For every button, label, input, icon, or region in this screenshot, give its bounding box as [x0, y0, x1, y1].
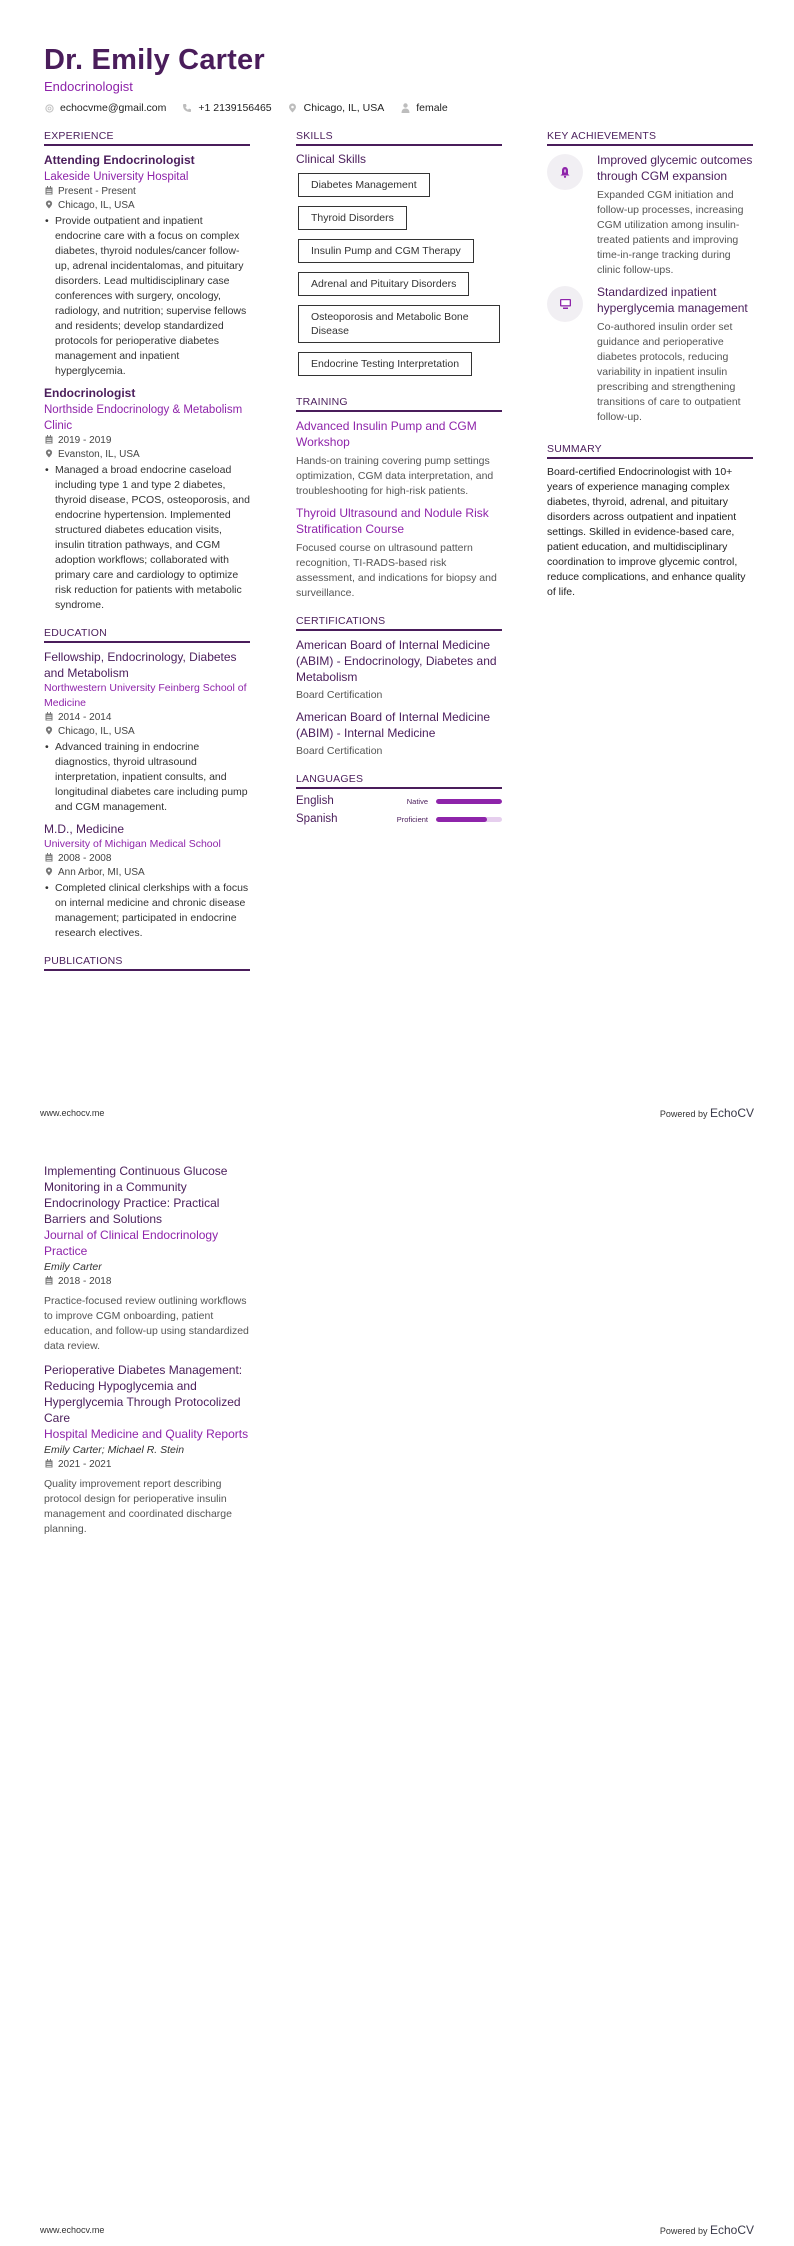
email-icon	[44, 103, 54, 113]
skill-list	[296, 170, 502, 382]
job-dates	[44, 434, 250, 448]
contact-location	[288, 102, 385, 114]
experience-item	[44, 152, 250, 379]
certification-item	[296, 709, 502, 759]
education-dates-value: 2008 - 2008	[58, 853, 112, 864]
language-level: Native	[406, 796, 428, 806]
language-item	[296, 795, 502, 807]
publication-authors: Emily Carter	[44, 1261, 102, 1273]
job-location	[44, 199, 250, 213]
skill-tag: Endocrine Testing Interpretation	[298, 352, 472, 376]
language-proficiency-fill	[436, 817, 487, 822]
candidate-name: Dr. Emily Carter	[44, 44, 265, 76]
education-dates-value: 2014 - 2014	[58, 712, 112, 723]
languages-heading: LANGUAGES	[296, 773, 502, 789]
education-heading: EDUCATION	[44, 627, 250, 643]
employer: Northside Endocrinology & Metabolism Clinic	[44, 404, 243, 432]
job-title: Attending Endocrinologist	[44, 153, 195, 167]
certifications-section	[296, 615, 502, 759]
language-item	[296, 813, 502, 825]
page-footer	[40, 1106, 754, 1120]
publication-title: Perioperative Diabetes Management: Reducing Hypoglycemia and Hyperglycemia Through Protocolized Care	[44, 1363, 243, 1425]
experience-section	[44, 130, 250, 613]
publication-description: Quality improvement report describing protocol design for perioperative insulin management and coordinated discharge planning.	[44, 1478, 232, 1535]
resume-page-2	[0, 1123, 794, 2246]
achievement-title: Improved glycemic outcomes through CGM expansion	[597, 153, 753, 183]
achievement-item	[547, 152, 753, 278]
skill-category: Clinical Skills	[296, 152, 367, 166]
degree: M.D., Medicine	[44, 822, 125, 836]
certification-item	[296, 637, 502, 703]
publication-dates	[44, 1458, 250, 1472]
education-bullet: • Completed clinical clerkships with a focus on internal medicine and chronic disease management; participated in endocrine research electives.	[44, 881, 250, 941]
left-column	[44, 130, 250, 985]
language-proficiency-bar	[436, 799, 502, 804]
education-bullets	[44, 740, 250, 815]
publication-venue: Hospital Medicine and Quality Reports	[44, 1427, 249, 1441]
contact-email-value: echocvme@gmail.com	[60, 102, 167, 114]
job-dates-value: Present - Present	[58, 186, 136, 197]
job-bullets	[44, 463, 250, 613]
powered-by-label: Powered by	[659, 2226, 708, 2236]
education-item	[44, 649, 250, 815]
language-proficiency-bar	[436, 817, 502, 822]
right-column	[547, 130, 753, 614]
job-dates-value: 2019 - 2019	[58, 435, 112, 446]
calendar-icon	[44, 1458, 53, 1472]
contact-location-value: Chicago, IL, USA	[303, 102, 385, 114]
middle-column	[296, 130, 502, 839]
publications-heading: PUBLICATIONS	[44, 955, 250, 971]
skills-heading: SKILLS	[296, 130, 502, 146]
education-location-value: Ann Arbor, MI, USA	[58, 867, 145, 878]
job-bullet: • Managed a broad endocrine caseload including type 1 and type 2 diabetes, thyroid disease, PCOS, osteoporosis, and endocrine hypertension. Implemented structured diabetes education visits, insulin titration pathways, and CGM adoption workflows; collaborated with primary care and cardiology to optimize risk reduction for patients with metabolic syndrome.	[44, 463, 250, 613]
publications-continued	[44, 1163, 250, 1545]
location-icon	[44, 866, 53, 880]
job-location	[44, 448, 250, 462]
education-location	[44, 725, 250, 739]
contact-list	[44, 102, 448, 114]
calendar-icon	[44, 434, 53, 448]
footer-powered-by	[660, 1106, 754, 1120]
person-icon	[400, 103, 410, 113]
certification-title: American Board of Internal Medicine (ABIM) - Endocrinology, Diabetes and Metabolism	[296, 638, 497, 684]
publications-section	[44, 955, 250, 971]
achievements-section	[547, 130, 753, 425]
education-section	[44, 627, 250, 941]
monitor-icon	[547, 286, 583, 322]
contact-phone-value: +1 2139156465	[198, 102, 272, 114]
education-dates	[44, 852, 250, 866]
achievement-description: Expanded CGM initiation and follow-up processes, increasing CGM utilization among insulin-treated patients and improving time-in-range tracking during clinic follow-ups.	[597, 189, 744, 276]
language-proficiency-fill	[436, 799, 502, 804]
certifications-heading: CERTIFICATIONS	[296, 615, 502, 631]
location-icon	[44, 725, 53, 739]
languages-section	[296, 773, 502, 825]
footer-website[interactable]: www.echocv.me	[40, 1108, 105, 1118]
certification-type: Board Certification	[296, 745, 383, 757]
job-bullet: • Provide outpatient and inpatient endocrine care with a focus on complex diabetes, thyroid nodules/cancer follow-up, adrenal incidentalomas, and pituitary disorders. Lead multidisciplinary case conferences with surgery, oncology, radiology, and nutrition; supervise fellows and residents; develop standardized protocols for perioperative diabetes management and inpatient hyperglycemia.	[44, 214, 250, 379]
brand-logo: EchoCV	[709, 2223, 754, 2237]
job-location-value: Chicago, IL, USA	[58, 200, 135, 211]
training-title: Advanced Insulin Pump and CGM Workshop	[296, 419, 477, 449]
summary-text: Board-certified Endocrinologist with 10+ years of experience managing complex diabetes, thyroid, adrenal, and pituitary disorders across outpatient and inpatient settings. Skilled in evidence-based care, patient education, and multidisciplinary coordination to improve glycemic control, reduce complications, and enhance quality of life.	[547, 466, 746, 598]
language-name: Spanish	[296, 813, 338, 825]
contact-email[interactable]	[44, 102, 166, 114]
achievement-item	[547, 284, 753, 425]
achievement-description: Co-authored insulin order set guidance and perioperative diabetes protocols, reducing variability in inpatient insulin prescribing and strengthening transitions of care to outpatient follow-up.	[597, 321, 741, 423]
skills-section	[296, 130, 502, 382]
skill-tag: Adrenal and Pituitary Disorders	[298, 272, 469, 296]
education-item	[44, 821, 250, 941]
skill-tag: Insulin Pump and CGM Therapy	[298, 239, 474, 263]
powered-by-label: Powered by	[659, 1109, 708, 1119]
school: Northwestern University Feinberg School of Medicine	[44, 682, 247, 709]
publication-dates	[44, 1275, 250, 1289]
calendar-icon	[44, 852, 53, 866]
summary-section	[547, 443, 753, 600]
skill-tag: Osteoporosis and Metabolic Bone Disease	[298, 305, 500, 343]
education-bullets	[44, 881, 250, 941]
footer-powered-by	[660, 2223, 754, 2237]
school: University of Michigan Medical School	[44, 838, 221, 850]
training-section	[296, 396, 502, 601]
job-dates	[44, 185, 250, 199]
job-bullets	[44, 214, 250, 379]
calendar-icon	[44, 1275, 53, 1289]
publication-dates-value: 2018 - 2018	[58, 1276, 112, 1287]
education-bullet: • Advanced training in endocrine diagnostics, thyroid ultrasound interpretation, inpatient consults, and longitudinal diabetes care including pump and CGM management.	[44, 740, 250, 815]
bell-icon	[547, 154, 583, 190]
phone-icon	[182, 103, 192, 113]
language-name: English	[296, 795, 334, 807]
page-footer	[40, 2223, 754, 2237]
publication-dates-value: 2021 - 2021	[58, 1459, 112, 1470]
education-location-value: Chicago, IL, USA	[58, 726, 135, 737]
location-icon	[44, 199, 53, 213]
brand-logo: EchoCV	[709, 1106, 754, 1120]
education-location	[44, 866, 250, 880]
publication-venue: Journal of Clinical Endocrinology Practice	[44, 1228, 219, 1258]
employer: Lakeside University Hospital	[44, 171, 189, 183]
degree: Fellowship, Endocrinology, Diabetes and Metabolism	[44, 650, 237, 680]
contact-gender	[400, 102, 448, 114]
publication-item	[44, 1362, 250, 1537]
summary-heading: SUMMARY	[547, 443, 753, 459]
achievement-title: Standardized inpatient hyperglycemia management	[597, 285, 748, 315]
contact-gender-value: female	[416, 102, 448, 114]
contact-phone[interactable]	[182, 102, 271, 114]
achievements-heading: KEY ACHIEVEMENTS	[547, 130, 753, 146]
job-title: Endocrinologist	[44, 386, 136, 400]
calendar-icon	[44, 711, 53, 725]
location-icon	[44, 448, 53, 462]
education-dates	[44, 711, 250, 725]
publication-item	[44, 1163, 250, 1354]
certification-type: Board Certification	[296, 689, 383, 701]
publication-authors: Emily Carter; Michael R. Stein	[44, 1444, 185, 1456]
language-level: Proficient	[396, 814, 428, 824]
footer-website[interactable]: www.echocv.me	[40, 2225, 105, 2235]
skill-tag: Thyroid Disorders	[298, 206, 407, 230]
experience-item	[44, 385, 250, 613]
certification-title: American Board of Internal Medicine (ABIM) - Internal Medicine	[296, 710, 491, 740]
job-location-value: Evanston, IL, USA	[58, 449, 140, 460]
calendar-icon	[44, 185, 53, 199]
training-description: Focused course on ultrasound pattern recognition, TI-RADS-based risk assessment, and indications for biopsy and surveillance.	[296, 542, 497, 599]
resume-header	[44, 44, 448, 114]
candidate-title: Endocrinologist	[44, 79, 133, 94]
training-description: Hands-on training covering pump settings optimization, CGM data interpretation, and troubleshooting for high-risk patients.	[296, 455, 494, 497]
publication-title: Implementing Continuous Glucose Monitoring in a Community Endocrinology Practice: Practical Barriers and Solutions	[44, 1164, 228, 1226]
experience-heading: EXPERIENCE	[44, 130, 250, 146]
publication-description: Practice-focused review outlining workflows to improve CGM onboarding, patient education, and follow-up using standardized data review.	[44, 1295, 249, 1352]
training-heading: TRAINING	[296, 396, 502, 412]
skill-tag: Diabetes Management	[298, 173, 430, 197]
location-icon	[288, 103, 298, 113]
training-item	[296, 505, 502, 601]
training-item	[296, 418, 502, 499]
training-title: Thyroid Ultrasound and Nodule Risk Stratification Course	[296, 506, 489, 536]
